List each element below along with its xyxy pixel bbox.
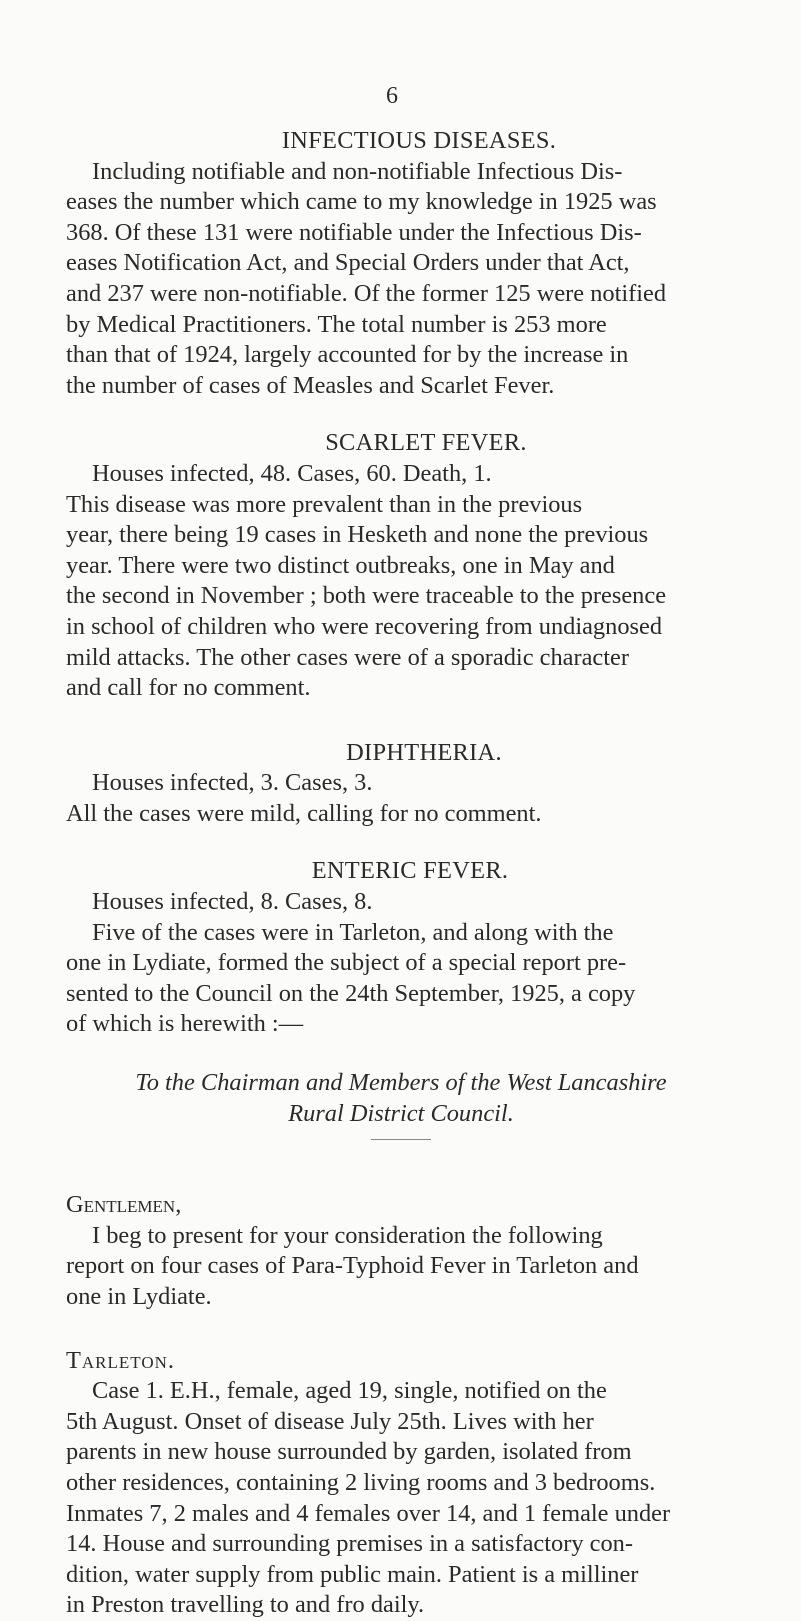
text-line: sented to the Council on the 24th September, 1925, a copy [66,979,636,1007]
enteric-fever-stats: Houses infected, 8. Cases, 8. [92,888,373,916]
text-line: Inmates 7, 2 males and 4 females over 14, and 1 female under [66,1499,671,1527]
page-content [66,126,736,1621]
text-line: All the cases were mild, calling for no comment. [66,799,542,827]
text-line: eases the number which came to my knowledge in 1925 was [66,188,657,216]
text-line: the number of cases of Measles and Scarlet Fever. [66,371,555,399]
diphtheria-stats: Houses infected, 3. Cases, 3. [92,769,373,797]
text-line: one in Lydiate. [66,1283,212,1310]
letter-address [66,1068,736,1140]
infectious-diseases-paragraph [66,157,736,402]
text-line: than that of 1924, largely accounted for by the increase in [66,341,629,369]
diphtheria-heading: DIPHTHERIA. [346,738,502,766]
text-line: parents in new house surrounded by garden, isolated from [66,1438,632,1466]
text-line: Case 1. E.H., female, aged 19, single, notified on the [92,1377,607,1405]
text-line: and 237 were non-notifiable. Of the former 125 were notified [66,279,667,307]
text-line: the second in November ; both were traceable to the presence [66,582,667,610]
text-line: and call for no comment. [66,674,311,702]
scarlet-fever-stats: Houses infected, 48. Cases, 60. Death, 1. [92,459,492,487]
page-number: 6 [386,83,398,109]
letter-salutation: Gentlemen, [66,1191,182,1219]
text-line: year. There were two distinct outbreaks, one in May and [66,551,615,579]
text-line: by Medical Practitioners. The total number is 253 more [66,310,607,338]
text-line: I beg to present for your consideration the following [92,1221,603,1249]
text-line: This disease was more prevalent than in the previous [66,490,583,518]
text-line: report on four cases of Para-Typhoid Fever in Tarleton and [66,1252,639,1280]
text-line: 14. House and surrounding premises in a satisfactory con- [66,1530,633,1558]
enteric-fever-heading: ENTERIC FEVER. [311,857,509,885]
text-line: of which is herewith :— [66,1010,304,1038]
text-line: Five of the cases were in Tarleton, and along with the [92,918,614,946]
scarlet-fever-heading: SCARLET FEVER. [325,429,527,457]
text-line: one in Lydiate, formed the subject of a special report pre- [66,949,627,977]
text-line: in school of children who were recovering from undiagnosed [66,612,663,640]
text-line: year, there being 19 cases in Hesketh and none the previous [66,521,649,549]
text-line: 368. Of these 131 were notifiable under the Infectious Dis- [66,218,642,246]
address-line: To the Chairman and Members of the West Lancashire [135,1069,667,1097]
text-line: Including notifiable and non-notifiable Infectious Dis- [92,157,623,185]
enteric-fever-paragraph [66,887,736,1040]
divider [371,1139,431,1140]
text-line: mild attacks. The other cases were of a sporadic character [66,643,629,671]
scarlet-fever-paragraph [66,459,736,704]
text-line: dition, water supply from public main. Patient is a milliner [66,1560,639,1588]
tarleton-heading: Tarleton. [66,1346,176,1374]
text-line: eases Notification Act, and Special Orders under that Act, [66,249,630,277]
tarleton-paragraph [66,1376,736,1621]
text-line: other residences, containing 2 living rooms and 3 bedrooms. [66,1468,656,1496]
text-line: in Preston travelling to and fro daily. [66,1591,425,1619]
address-line: Rural District Council. [288,1099,514,1127]
infectious-diseases-heading: INFECTIOUS DISEASES. [281,127,557,154]
text-line: 5th August. Onset of disease July 25th. Lives with her [66,1407,594,1435]
diphtheria-paragraph [66,768,736,829]
letter-paragraph [66,1221,736,1313]
